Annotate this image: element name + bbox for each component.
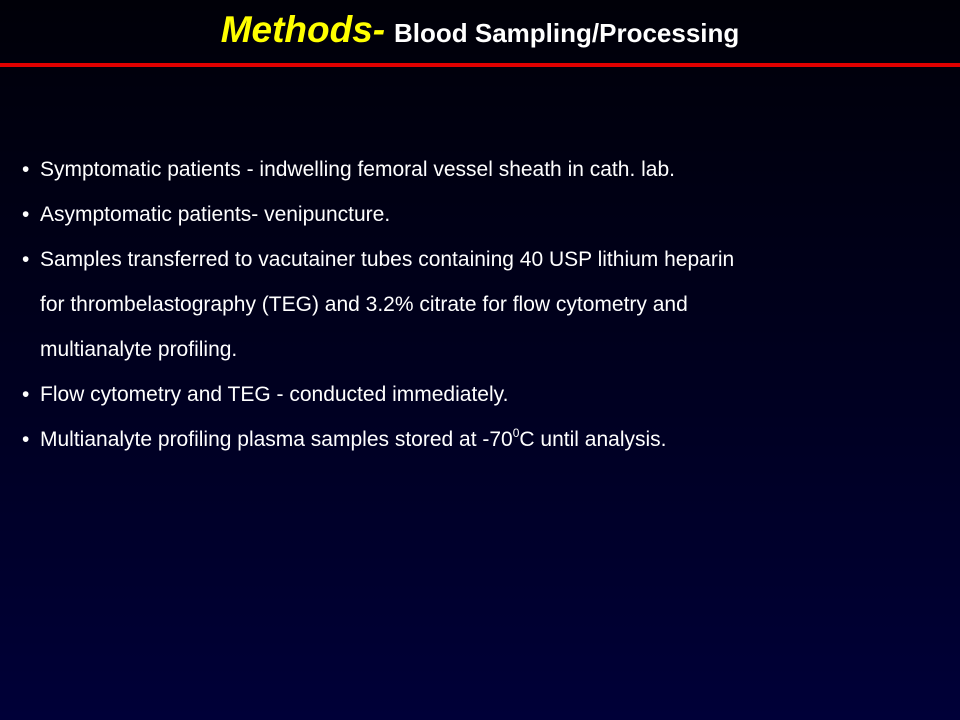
bullet-item bbox=[22, 147, 942, 192]
bullet-text: for thrombelastography (TEG) and 3.2% citrate for flow cytometry and bbox=[40, 293, 688, 316]
bullet-dot: • bbox=[22, 248, 30, 271]
bullet-text: Samples transferred to vacutainer tubes containing 40 USP lithium heparin bbox=[40, 248, 735, 271]
title-main: Methods bbox=[220, 9, 373, 50]
bullet-text: Symptomatic patients - indwelling femoral vessel sheath in cath. lab. bbox=[40, 158, 675, 181]
bullet-continuation bbox=[22, 282, 942, 327]
title-separator: - bbox=[372, 9, 386, 50]
bullet-dot: • bbox=[22, 428, 30, 451]
bullet-continuation bbox=[22, 327, 942, 372]
bullet-item bbox=[22, 192, 942, 237]
bullet-list bbox=[22, 147, 942, 462]
bullet-dot: • bbox=[22, 158, 30, 181]
bullet-item bbox=[22, 372, 942, 417]
bullet-text: multianalyte profiling. bbox=[40, 338, 238, 361]
bullet-text-before: Multianalyte profiling plasma samples stored at -70 bbox=[40, 428, 513, 451]
slide-title bbox=[0, 8, 960, 52]
bullet-item bbox=[22, 417, 942, 462]
bullet-item bbox=[22, 237, 942, 282]
bullet-dot: • bbox=[22, 203, 30, 226]
bullet-text: Asymptomatic patients- venipuncture. bbox=[40, 203, 391, 226]
title-divider bbox=[0, 63, 960, 67]
bullet-text-after: C until analysis. bbox=[519, 428, 667, 451]
bullet-dot: • bbox=[22, 383, 30, 406]
superscript-degree: 0 bbox=[512, 426, 520, 440]
bullet-text: Flow cytometry and TEG - conducted immediately. bbox=[40, 383, 509, 406]
title-subtitle: Blood Sampling/Processing bbox=[394, 18, 740, 48]
